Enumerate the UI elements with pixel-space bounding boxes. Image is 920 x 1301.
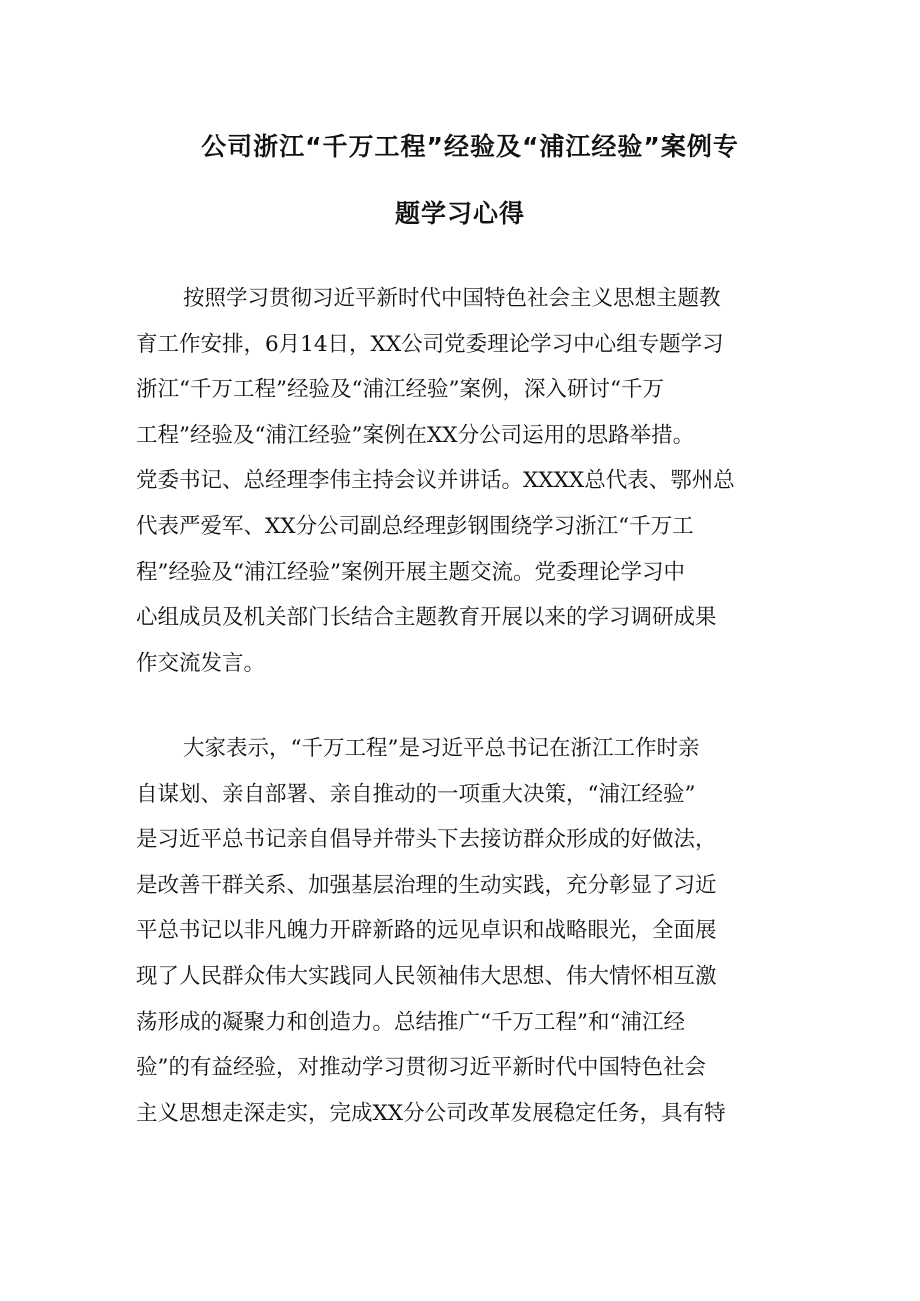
paragraph-line: 作交流发言。 (136, 650, 266, 676)
paragraph-line: 荡形成的凝聚力和创造力。总结推广“千万工程”和“浦江经 (136, 1009, 685, 1035)
paragraph-line: 代表严爱军、XX分公司副总经理彭钢围绕学习浙江“千万工 (136, 513, 694, 539)
document-title-line-1: 公司浙江“千万工程”经验及“浦江经验”案例专 (201, 132, 739, 161)
paragraph-1 (136, 276, 776, 686)
paragraph-line: 工程”经验及“浦江经验”案例在XX分公司运用的思路举措。 (136, 422, 695, 448)
paragraph-line: 心组成员及机关部门长结合主题教育开展以来的学习调研成果 (136, 605, 717, 631)
paragraph-line: 验”的有益经验，对推动学习贯彻习近平新时代中国特色社会 (136, 1055, 706, 1081)
paragraph-line: 大家表示，“千万工程”是习近平总书记在浙江工作时亲 (183, 736, 700, 761)
paragraph-line: 按照学习贯彻习近平新时代中国特色社会主义思想主题教 (183, 286, 721, 311)
paragraph-line: 平总书记以非凡魄力开辟新路的远见卓识和战略眼光，全面展 (136, 918, 717, 944)
paragraph-2 (136, 726, 776, 1136)
paragraph-line: 党委书记、总经理李伟主持会议并讲话。XXXX总代表、鄂州总 (136, 468, 735, 494)
paragraph-line: 是习近平总书记亲自倡导并带头下去接访群众形成的好做法， (136, 827, 717, 853)
paragraph-line: 自谋划、亲自部署、亲自推动的一项重大决策，“浦江经验” (136, 781, 696, 807)
paragraph-line: 主义思想走深走实，完成XX分公司改革发展稳定任务，具有特 (136, 1100, 726, 1126)
paragraph-line: 是改善干群关系、加强基层治理的生动实践，充分彰显了习近 (136, 872, 717, 898)
paragraph-line: 现了人民群众伟大实践同人民领袖伟大思想、伟大情怀相互激 (136, 963, 717, 989)
document-title-line-2: 题学习心得 (394, 199, 525, 228)
paragraph-line: 程”经验及“浦江经验”案例开展主题交流。党委理论学习中 (136, 559, 685, 585)
paragraph-line: 育工作安排，6月14日，XX公司党委理论学习中心组专题学习 (136, 331, 724, 357)
paragraph-line: 浙江“千万工程”经验及“浦江经验”案例，深入研讨“千万 (136, 377, 664, 403)
